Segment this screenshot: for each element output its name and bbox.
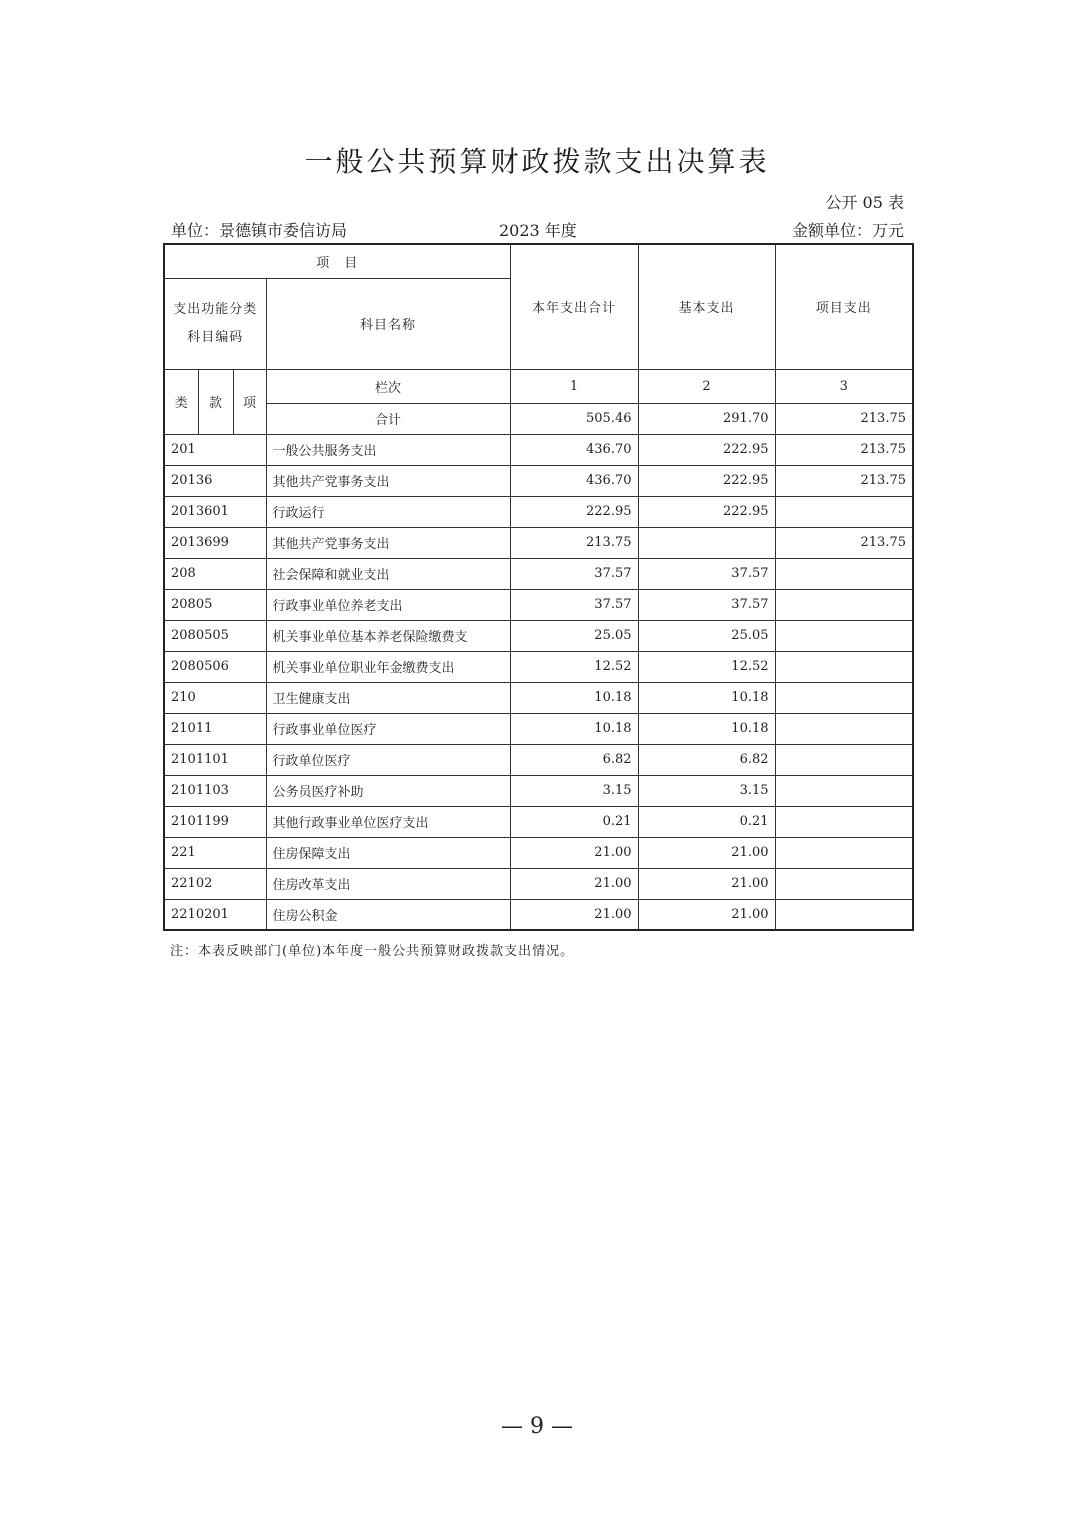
row-code: 210: [164, 682, 266, 713]
row-code: 2101101: [164, 744, 266, 775]
row-project: [775, 651, 913, 682]
table-row: [164, 744, 913, 775]
row-subject-name: 行政事业单位医疗: [266, 713, 510, 744]
row-code: 2101103: [164, 775, 266, 806]
row-code: 2210201: [164, 899, 266, 930]
row-total: 10.18: [510, 713, 638, 744]
row-code: 2080505: [164, 620, 266, 651]
meta-row: [163, 218, 912, 240]
row-subject-name: 其他共产党事务支出: [266, 527, 510, 558]
table-row: [164, 682, 913, 713]
row-basic: 222.95: [638, 434, 775, 465]
table-row: [164, 775, 913, 806]
header-total: 本年支出合计: [510, 244, 638, 369]
table-row: [164, 496, 913, 527]
row-basic: 37.57: [638, 558, 775, 589]
row-total: 3.15: [510, 775, 638, 806]
row-code: 2013699: [164, 527, 266, 558]
row-total: 12.52: [510, 651, 638, 682]
table-row: [164, 434, 913, 465]
table-row: [164, 620, 913, 651]
row-project: [775, 496, 913, 527]
row-project: [775, 806, 913, 837]
table-row: [164, 713, 913, 744]
row-project: [775, 744, 913, 775]
row-total: 6.82: [510, 744, 638, 775]
row-total: 436.70: [510, 465, 638, 496]
row-project: [775, 589, 913, 620]
row-total: 25.05: [510, 620, 638, 651]
table-row: [164, 837, 913, 868]
header-col3: 3: [775, 369, 913, 403]
row-project: [775, 868, 913, 899]
header-col1: 1: [510, 369, 638, 403]
table-row: [164, 527, 913, 558]
row-project: [775, 713, 913, 744]
row-basic: 6.82: [638, 744, 775, 775]
row-subject-name: 行政运行: [266, 496, 510, 527]
header-column-order: 栏次: [266, 369, 510, 403]
row-code: 20805: [164, 589, 266, 620]
header-basic: 基本支出: [638, 244, 775, 369]
year-label: 2023 年度: [499, 221, 577, 240]
row-basic: 12.52: [638, 651, 775, 682]
row-basic: 21.00: [638, 837, 775, 868]
row-code: 20136: [164, 465, 266, 496]
header-code-group-line2: 科目编码: [187, 329, 244, 345]
header-row-item: [164, 244, 913, 278]
table-row: [164, 589, 913, 620]
page-number: — 9 —: [501, 1414, 573, 1439]
header-item: 项 目: [164, 244, 510, 278]
row-total: 436.70: [510, 434, 638, 465]
row-basic: 222.95: [638, 496, 775, 527]
row-code: 2101199: [164, 806, 266, 837]
table-row: [164, 651, 913, 682]
row-subject-name: 住房改革支出: [266, 868, 510, 899]
row-total: 213.75: [510, 527, 638, 558]
row-basic: 10.18: [638, 713, 775, 744]
row-project: [775, 775, 913, 806]
budget-table: [163, 243, 914, 931]
page-title: 一般公共预算财政拨款支出决算表: [304, 145, 770, 178]
unit-label: 单位：景德镇市委信访局: [171, 221, 348, 240]
row-code: 201: [164, 434, 266, 465]
row-project: [775, 682, 913, 713]
row-subject-name: 公务员医疗补助: [266, 775, 510, 806]
row-subject-name: 一般公共服务支出: [266, 434, 510, 465]
row-total: 37.57: [510, 589, 638, 620]
row-total: 222.95: [510, 496, 638, 527]
row-basic: 25.05: [638, 620, 775, 651]
row-project: [775, 837, 913, 868]
row-basic: 21.00: [638, 868, 775, 899]
row-code: 21011: [164, 713, 266, 744]
header-xiang: 项: [233, 369, 266, 434]
row-subject-name: 行政单位医疗: [266, 744, 510, 775]
header-row-column-order: [164, 369, 913, 403]
header-code-group: [164, 278, 266, 369]
header-kuan: 款: [198, 369, 233, 434]
row-total: 21.00: [510, 868, 638, 899]
row-total: 10.18: [510, 682, 638, 713]
publication-code: 公开 05 表: [825, 193, 904, 212]
row-total: 37.57: [510, 558, 638, 589]
row-basic: [638, 527, 775, 558]
row-code: 2013601: [164, 496, 266, 527]
row-basic: 37.57: [638, 589, 775, 620]
row-basic: 0.21: [638, 806, 775, 837]
header-code-group-line1: 支出功能分类: [173, 301, 258, 317]
header-col2: 2: [638, 369, 775, 403]
table-note: 注：本表反映部门(单位)本年度一般公共预算财政拨款支出情况。: [170, 944, 575, 959]
row-project: [775, 620, 913, 651]
row-subject-name: 卫生健康支出: [266, 682, 510, 713]
row-subject-name: 行政事业单位养老支出: [266, 589, 510, 620]
row-project: [775, 558, 913, 589]
row-total: 21.00: [510, 899, 638, 930]
row-basic: 10.18: [638, 682, 775, 713]
amount-unit-label: 金额单位：万元: [791, 221, 904, 240]
table-row: [164, 899, 913, 930]
row-total: 21.00: [510, 837, 638, 868]
row-project: 213.75: [775, 465, 913, 496]
row-code: 221: [164, 837, 266, 868]
row-subject-name: 其他行政事业单位医疗支出: [266, 806, 510, 837]
sum-row: [164, 403, 913, 434]
row-project: 213.75: [775, 527, 913, 558]
row-code: 22102: [164, 868, 266, 899]
header-lei: 类: [164, 369, 198, 434]
header-project: 项目支出: [775, 244, 913, 369]
row-basic: 21.00: [638, 899, 775, 930]
sum-project: 213.75: [775, 403, 913, 434]
table-row: [164, 806, 913, 837]
sum-basic: 291.70: [638, 403, 775, 434]
sum-total: 505.46: [510, 403, 638, 434]
row-basic: 222.95: [638, 465, 775, 496]
row-subject-name: 机关事业单位基本养老保险缴费支: [266, 620, 510, 651]
row-code: 208: [164, 558, 266, 589]
row-total: 0.21: [510, 806, 638, 837]
table-row: [164, 558, 913, 589]
table-row: [164, 868, 913, 899]
table-row: [164, 465, 913, 496]
row-subject-name: 其他共产党事务支出: [266, 465, 510, 496]
row-subject-name: 住房保障支出: [266, 837, 510, 868]
row-subject-name: 机关事业单位职业年金缴费支出: [266, 651, 510, 682]
row-code: 2080506: [164, 651, 266, 682]
row-subject-name: 社会保障和就业支出: [266, 558, 510, 589]
header-subject-name: 科目名称: [266, 278, 510, 369]
row-subject-name: 住房公积金: [266, 899, 510, 930]
row-basic: 3.15: [638, 775, 775, 806]
row-project: [775, 899, 913, 930]
row-project: 213.75: [775, 434, 913, 465]
sum-label: 合计: [266, 403, 510, 434]
